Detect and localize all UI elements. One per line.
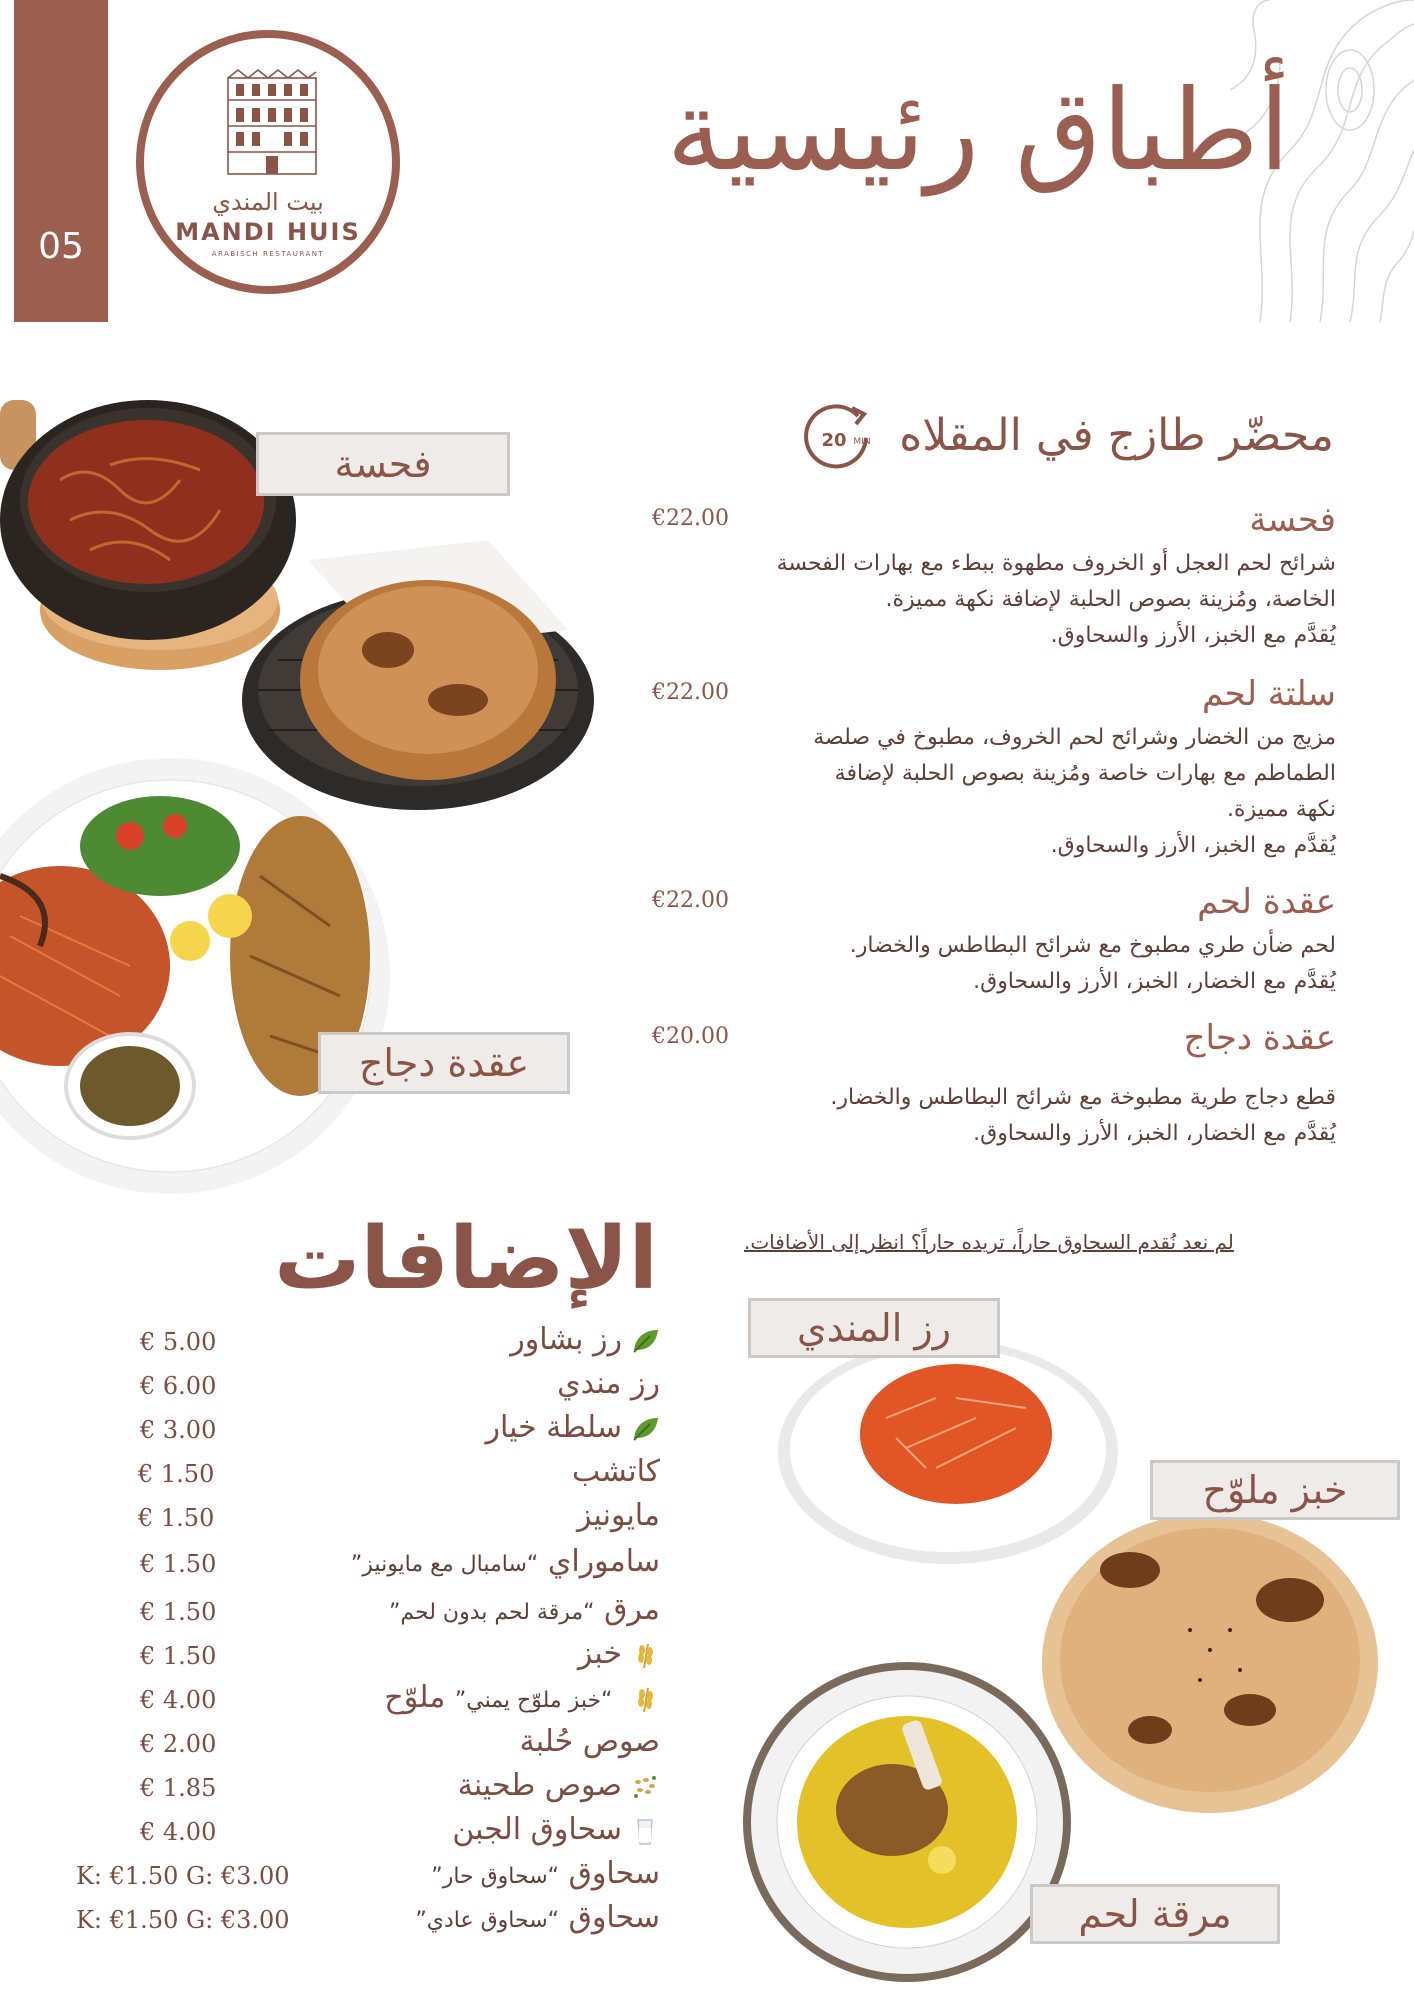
label-chicken: عقدة دجاج bbox=[318, 1032, 570, 1094]
addon-price: € 1.50 bbox=[138, 1504, 215, 1532]
addons-title: الإضافات bbox=[274, 1209, 658, 1309]
dish-item bbox=[640, 1018, 1336, 1158]
addon-name: سحاوق bbox=[568, 1856, 660, 1891]
logo-english-name: MANDI HUIS bbox=[175, 218, 361, 246]
leaf-icon bbox=[630, 1414, 660, 1444]
addon-item bbox=[60, 1900, 660, 1944]
addon-item bbox=[60, 1724, 660, 1768]
addon-price: € 6.00 bbox=[140, 1372, 217, 1400]
timer-unit: MIN bbox=[853, 437, 871, 447]
restaurant-logo bbox=[136, 30, 400, 294]
dish-description: لحم ضأن طري مطبوخ مع شرائح البطاطس والخضار. يُقدَّم مع الخضار، الخبز، الأرز والسحاوق. bbox=[849, 933, 1336, 994]
addon-price: € 1.50 bbox=[140, 1642, 217, 1670]
addon-item bbox=[60, 1680, 660, 1724]
addon-item bbox=[60, 1410, 660, 1454]
addon-item bbox=[60, 1812, 660, 1856]
section-heading: محضّر طازج في المقلاه bbox=[899, 410, 1334, 461]
addon-item bbox=[60, 1366, 660, 1410]
wheat-icon bbox=[630, 1640, 660, 1670]
leaf-icon bbox=[630, 1326, 660, 1356]
logo-subtitle: ARABISCH RESTAURANT bbox=[211, 250, 325, 258]
page-tab bbox=[14, 0, 108, 322]
addon-name: ملوّح bbox=[384, 1680, 446, 1715]
addon-name: سحاوق الجبن bbox=[452, 1812, 622, 1847]
addon-price: K: €1.50 G: €3.00 bbox=[76, 1906, 290, 1934]
addon-price: € 3.00 bbox=[140, 1416, 217, 1444]
label-soup: مرقة لحم bbox=[1030, 1884, 1280, 1944]
addon-item bbox=[60, 1856, 660, 1900]
page-title: أطباق رئيسية bbox=[666, 66, 1290, 196]
addon-name: صوص طحينة bbox=[457, 1768, 622, 1803]
malawah-bread-photo bbox=[1040, 1510, 1380, 1816]
addon-price: € 2.00 bbox=[140, 1730, 217, 1758]
addon-price: K: €1.50 G: €3.00 bbox=[76, 1862, 290, 1890]
addon-item bbox=[60, 1592, 660, 1636]
page-number: 05 bbox=[38, 226, 84, 267]
dish-price: €22.00 bbox=[652, 888, 729, 913]
addon-name: رز بشاور bbox=[510, 1322, 622, 1357]
label-rice: رز المندي bbox=[748, 1298, 1000, 1358]
addon-name: خبز bbox=[577, 1636, 622, 1671]
label-bread: خبز ملوّح bbox=[1150, 1460, 1400, 1520]
dish-price: €22.00 bbox=[652, 680, 729, 705]
addon-name: مايونيز bbox=[576, 1498, 660, 1533]
addon-note: “مرقة لحم بدون لحم” bbox=[388, 1600, 595, 1625]
dish-name: فحسة bbox=[1249, 500, 1336, 540]
addon-note: “سحاوق عادي” bbox=[415, 1908, 560, 1933]
addon-price: € 4.00 bbox=[140, 1818, 217, 1846]
addon-note: “سامبال مع مايونيز” bbox=[350, 1552, 539, 1577]
dish-description: قطع دجاج طرية مطبوخة مع شرائح البطاطس والخضار. يُقدَّم مع الخضار، الخبز، الأرز والسحاوق. bbox=[830, 1085, 1336, 1146]
addon-price: € 4.00 bbox=[140, 1686, 217, 1714]
dish-item bbox=[640, 500, 1336, 660]
dish-description: شرائح لحم العجل أو الخروف مطهوة ببطء مع بهارات الفحسة الخاصة، ومُزينة بصوص الحلبة لإضافة نكهة مميزة. يُقدَّم مع الخبز، الأرز والسحاوق. bbox=[776, 551, 1336, 648]
dish-item bbox=[640, 882, 1336, 1006]
addon-name: سلطة خيار bbox=[485, 1410, 622, 1445]
dish-name: عقدة لحم bbox=[1197, 882, 1336, 922]
dairy-icon bbox=[630, 1816, 660, 1846]
addon-price: € 1.50 bbox=[140, 1598, 217, 1626]
dish-item bbox=[640, 674, 1336, 874]
addon-name: مرق bbox=[604, 1592, 660, 1627]
addon-note: “سحاوق حار” bbox=[431, 1864, 560, 1889]
sesame-icon bbox=[630, 1772, 660, 1802]
dish-description: مزيج من الخضار وشرائح لحم الخروف، مطبوخ في صلصة الطماطم مع بهارات خاصة ومُزينة بصوص الحلبة لإضافة نكهة مميزة. يُقدَّم مع الخبز، الأرز والسحاوق. bbox=[813, 725, 1336, 858]
logo-arabic-name: بيت المندي bbox=[212, 188, 324, 216]
timer-value: 20 bbox=[821, 430, 847, 451]
addon-item bbox=[60, 1544, 660, 1588]
label-fahsa: فحسة bbox=[256, 432, 510, 496]
addon-item bbox=[60, 1454, 660, 1498]
wheat-icon bbox=[630, 1684, 660, 1714]
addon-note: “خبز ملوّح يمني” bbox=[454, 1688, 613, 1713]
addon-item bbox=[60, 1498, 660, 1542]
building-icon bbox=[224, 68, 320, 178]
dish-name: عقدة دجاج bbox=[1183, 1018, 1336, 1058]
dish-price: €22.00 bbox=[652, 506, 729, 531]
addon-name: رز مندي bbox=[557, 1366, 660, 1401]
addon-item bbox=[60, 1636, 660, 1680]
addon-price: € 1.50 bbox=[140, 1550, 217, 1578]
addon-price: € 1.85 bbox=[140, 1774, 217, 1802]
addon-price: € 5.00 bbox=[140, 1328, 217, 1356]
maraq-soup-photo bbox=[742, 1660, 1072, 1984]
sahawiq-note: لم نعد نُقدم السحاوق حاراً، تريده حاراً؟ انظر إلى الأضافات. bbox=[744, 1230, 1234, 1254]
addon-item bbox=[60, 1768, 660, 1812]
dish-price: €20.00 bbox=[652, 1024, 729, 1049]
dish-name: سلتة لحم bbox=[1202, 674, 1336, 714]
timer-icon bbox=[798, 402, 878, 474]
addon-name: ساموراي bbox=[547, 1544, 660, 1579]
chicken-plate-photo bbox=[0, 756, 390, 1196]
addon-name: صوص حُلبة bbox=[519, 1724, 660, 1759]
addon-item bbox=[60, 1322, 660, 1366]
addon-name: كاتشب bbox=[572, 1454, 660, 1489]
addon-price: € 1.50 bbox=[138, 1460, 215, 1488]
addon-name: سحاوق bbox=[568, 1900, 660, 1935]
